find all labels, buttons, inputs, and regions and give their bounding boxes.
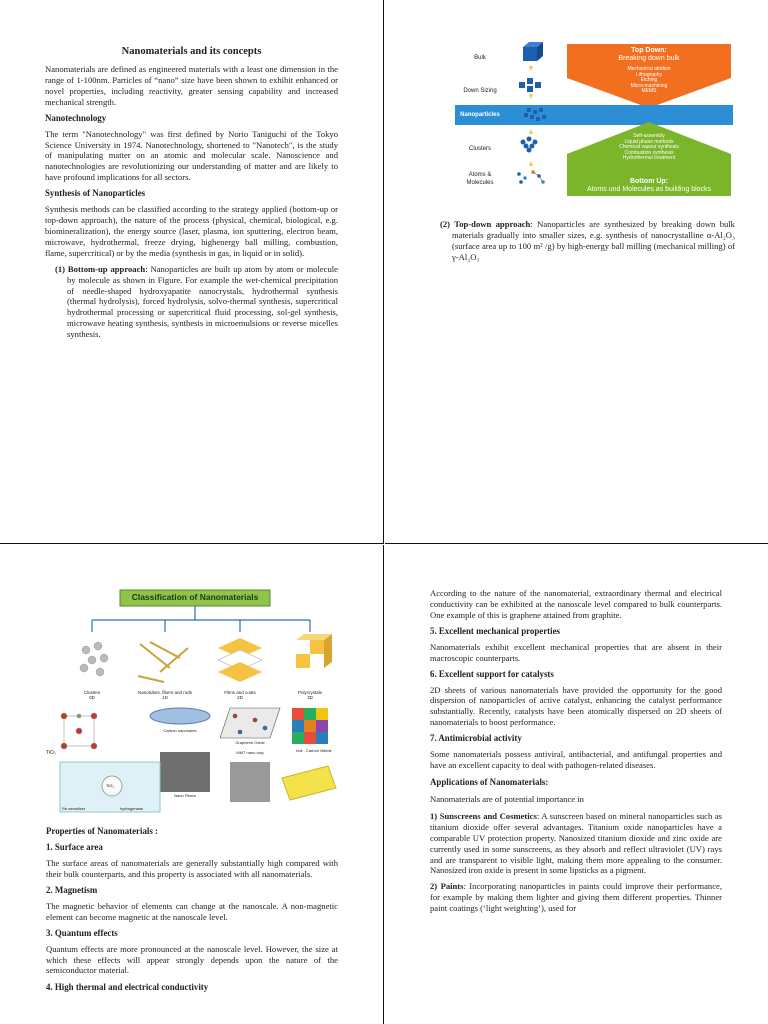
bottom-up-title: Bottom Up: [629, 178, 669, 185]
page-2 [385, 0, 768, 544]
top-down-title: Top Down: [631, 47, 667, 54]
bottom-up-subtitle: Atoms und Molecules as building blocks [586, 186, 712, 193]
hydrogenase-label: hydrogenase [120, 806, 144, 811]
nanotubes-1d-icon [138, 642, 188, 682]
intro-paragraph: Nanomaterials are defined as engineered materials with a least one dimension in the range of 1-100nm. Particles of “nano” size have been shown to exhibit enhanced or novel properties, including reactivity, greater sensing capability and increased mechanical strength. [45, 64, 338, 107]
top-down-paragraph-text: : Nanoparticles are synthesized by breaking down bulk materials gradually into smaller sizes, e.g. synthesis of nanocrystalline α-Al₂O₃ (surface area up to 100 m² /g) by high-energy ball milling (mechanical milling) of γ-Al₂O₃ [452, 219, 735, 262]
bottom-up-method: Liquid phase methods [624, 138, 674, 145]
molecules-label: Molecules [466, 180, 494, 186]
applications-heading: Applications of Nanomaterials: [430, 776, 549, 787]
nanotubes-dim: 1D [162, 695, 168, 700]
page-title: Nanomaterials and its concepts [121, 46, 262, 57]
synthesis-paragraph: Synthesis methods can be classified according to the strategy applied (bottom-up or top-down approach), the nature of the process (physical, chemical, biological, e.g. biomineralization), the energy source (laser, plasma, ion sputtering, electron beam, microwave, hydrothermal, freeze drying, highenergy ball milling, combustion, flame, supercritical) or by the media (synthesis in gas, in liquid or in solid). [45, 204, 338, 258]
nano-fibers-label: Nano Fibers [174, 793, 196, 798]
carbon-nanotube-icon [150, 708, 210, 724]
nano-fibers-image [160, 752, 210, 792]
down-sizing-cubes-icon [519, 78, 541, 92]
sunscreens-label: 1) Sunscreens and Cosmetics [430, 810, 537, 821]
mechanical-paragraph: Nanomaterials exhibit excellent mechanical properties that are absent in their macroscopic counterparts. [430, 641, 722, 663]
nanotechnology-heading: Nanotechnology [45, 112, 107, 123]
sunscreens-text: : A sunscreen based on mineral nanoparticles such as titanium dioxide offer several advantages. Titanium oxide nanoparticles have a comparable UV protection property. Nanosized titanium dioxide and zinc oxide are currently used in some sunscreens, as they absorb and reflect ultraviolet (UV) rays and are transparent to visible light, making them more appealing to the consumer. Nanosized iron oxide is present in some lipsticks as a pigment. [430, 810, 722, 876]
paints-paragraph [430, 881, 722, 914]
tio2-label: TiO₂ [46, 750, 56, 756]
top-down-method: Mechanical attrition [627, 66, 671, 72]
sensitizer-label: Re-sensitizer [62, 806, 86, 811]
top-down-method: MEMS [641, 88, 657, 95]
applications-intro: Nanomaterials are of potential importance in [430, 793, 584, 804]
conductivity-paragraph: According to the nature of the nanomaterial, extraordinary thermal and electrical conductivity can be exhibited at the nanoscale level compared to bulk counterparts. One example of this is graphene attained from graphite. [430, 588, 722, 620]
mechanical-heading: 5. Excellent mechanical properties [430, 625, 560, 636]
nanotubes-name: Nanotubes, fibers and rods [137, 690, 193, 695]
nanoparticles-label: Nanoparticles [460, 112, 500, 118]
atoms-molecules-icon [517, 170, 545, 184]
surface-paragraph: The surface areas of nanomaterials are generally substantially high compared with their bulk counterparts, and this property is associated with all nanomaterials. [46, 858, 338, 879]
page-4-content [430, 588, 722, 914]
mmt-clay-image [230, 762, 270, 802]
top-down-text [567, 47, 731, 95]
bottom-up-method: Self-assembly [633, 133, 665, 139]
films-caption [215, 690, 265, 700]
top-down-subtitle: Breaking down bulk [618, 55, 680, 62]
classification-connectors [92, 606, 310, 632]
page-3 [0, 545, 384, 1024]
films-dim: 2D [237, 695, 243, 700]
paints-text: : Incorporating nanoparticles in paints could improve their performance, for example by making them lighter and giving them different properties. Thinner paint coatings (‘light weighting’), used for [430, 881, 723, 914]
bottom-up-method: Chemical vapour synthesis [619, 144, 679, 151]
boron-nitride-label: boli - Carbon Nitride [296, 748, 332, 753]
magnetism-paragraph: The magnetic behavior of elements can change at the nanoscale. A non-magnetic element can become magnetic at the nanoscale level. [46, 900, 338, 922]
clusters-label: Clusters [468, 146, 491, 152]
bottom-up-methods [567, 134, 731, 162]
polycrystals-name: Polycrystals [297, 690, 322, 695]
top-down-methods [567, 67, 731, 95]
bulk-cube-icon [523, 42, 543, 61]
clusters-0d-icon [80, 642, 108, 676]
graphene-label: Graphene Oxide [235, 740, 265, 745]
quantum-paragraph: Quantum effects are more pronounced at the nanoscale level. However, the size at which these effects will appear strongly depends upon the nature of the semiconductor material. [46, 943, 338, 976]
clusters-icon [521, 137, 538, 153]
nanotechnology-paragraph: The term "Nanotechnology" was first defined by Norio Taniguchi of the Tokyo Science University in 1974. Nanotechnology, shortened to "Nanotech", is the study of manipulating matter on an atomic and molecular scale. Nanoscience and nanotechnologies are revolutionizing our understanding of matter and are likely to have profound implications for all sectors. [45, 128, 338, 183]
synthesis-heading: Synthesis of Nanoparticles [45, 188, 146, 199]
page-1 [0, 0, 384, 544]
polycrystals-3d-icon [296, 634, 332, 668]
antimicrobial-paragraph: Some nanomaterials possess antiviral, antibacterial, and antifungal properties and have an excellent capacity to deal with pathogen-related diseases. [430, 749, 722, 771]
top-down-method: Lithography [635, 71, 663, 78]
bottom-up-text: : Nanoparticles are built up atom by atom or molecule by molecule as shown in Figure. For example the wet-chemical precipitation of needle-shaped hydroxyapatite nanocrystals, hydrothermal synthesis (thermal hydrolysis), forced hydrolysis, solvo-thermal synthesis, supercritical hydrothermal processing or supercritical fluid processing, sol-gel synthesis, microwave heating synthesis, synthesis in microemulsions or reverse micelles synthesis. [67, 263, 338, 340]
page-1-content [45, 46, 338, 340]
tio2-crystal-icon [61, 713, 97, 749]
classification-title: Classification of Nanomaterials [131, 592, 259, 602]
page-3-content [46, 826, 338, 992]
bottom-up-method: Hydrothermal treatment [622, 155, 676, 162]
clusters-caption [72, 690, 112, 700]
top-down-method: Micro-machining [630, 82, 668, 89]
catalyst-heading: 6. Excellent support for catalysts [430, 668, 554, 679]
bottom-up-paragraph [45, 264, 338, 340]
paints-label: 2) Paints [430, 881, 464, 892]
polycrystals-caption [290, 690, 330, 700]
top-down-label: (2) Top-down approach [440, 219, 531, 229]
classification-svg [40, 588, 350, 820]
bottom-up-method: Combustion synthesis [624, 149, 674, 156]
catalyst-paragraph: 2D sheets of various nanomaterials have provided the opportunity for the good dispersion of nanoparticles of active catalyst, enhancing the catalyst performance substantially. Recently, catalysts have been atomically dispersed on 2D sheets of nanomaterials to boost performance. [430, 684, 722, 728]
tio2-schematic-label: TiO₂ [106, 783, 114, 788]
down-sizing-label: Down Sizing [463, 88, 497, 94]
classification-diagram [40, 588, 350, 820]
carbon-nanotubes-label: Carbon nanotubes [163, 728, 197, 733]
nanotubes-caption [135, 690, 195, 700]
films-name: Films and coats [224, 690, 256, 695]
sunscreens-paragraph [430, 811, 722, 876]
graphene-oxide-icon [220, 708, 280, 738]
magnetism-heading: 2. Magnetism [46, 884, 98, 895]
clusters-name: Clusters [83, 690, 101, 695]
surface-heading: 1. Surface area [46, 842, 103, 852]
bottom-up-label: (1) Bottom-up approach [55, 263, 146, 274]
properties-heading: Properties of Nanomaterials : [46, 826, 158, 836]
thermal-heading: 4. High thermal and electrical conductivity [46, 982, 209, 993]
mmt-label: MMT nano clay [236, 750, 264, 755]
top-down-method: Etching [640, 77, 658, 84]
synthesis-approach-diagram [455, 42, 733, 198]
boron-nitride-icon [292, 708, 328, 744]
bulk-label: Bulk [474, 55, 486, 61]
atoms-label: Atoms & [468, 172, 492, 178]
clusters-dim: 0D [89, 695, 95, 700]
bottom-up-text [567, 178, 731, 194]
polycrystals-dim: 3D [307, 695, 313, 700]
yellow-material-icon [282, 766, 336, 800]
page-4 [385, 545, 768, 1024]
antimicrobial-heading: 7. Antimicrobial activity [430, 733, 522, 744]
films-2d-icon [218, 638, 262, 682]
top-down-paragraph [440, 219, 735, 263]
quantum-heading: 3. Quantum effects [46, 927, 118, 938]
